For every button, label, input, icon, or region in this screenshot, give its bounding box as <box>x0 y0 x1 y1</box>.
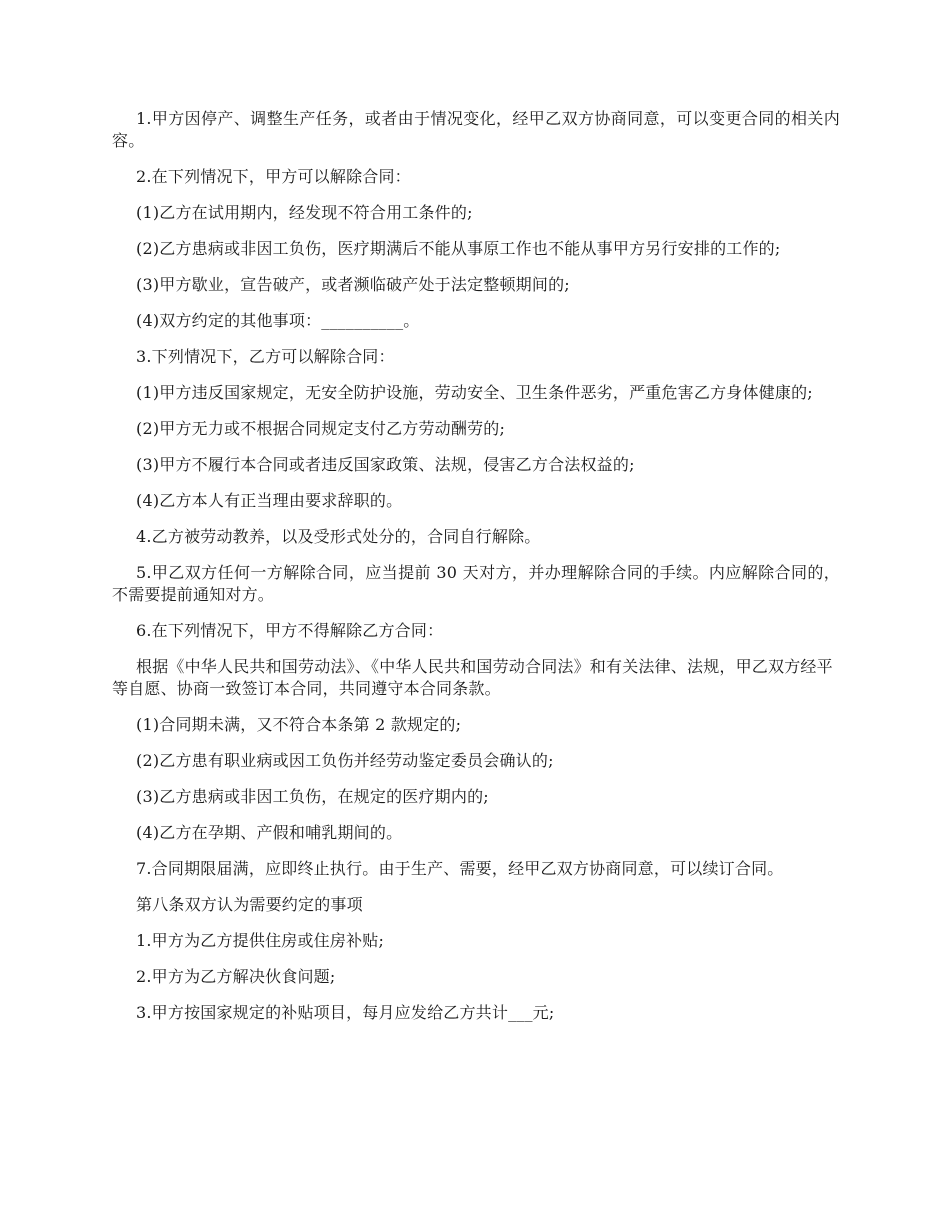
paragraph-12: 4.乙方被劳动教养，以及受形式处分的，合同自行解除。 <box>136 527 541 546</box>
paragraph-13: 5.甲乙双方任何一方解除合同，应当提前 30 天对方，并办理解除合同的手续。内应解除合同的，不需要提前通知对方。 <box>112 563 840 604</box>
paragraph-20: 7.合同期限届满，应即终止执行。由于生产、需要，经甲乙双方协商同意，可以续订合同。 <box>136 859 784 878</box>
paragraph-14: 6.在下列情况下，甲方不得解除乙方合同： <box>136 621 444 640</box>
paragraph-22: 1.甲方为乙方提供住房或住房补贴; <box>136 931 385 950</box>
paragraph-15: 根据《中华人民共和国劳动法》、《中华人民共和国劳动合同法》和有关法律、法规，甲乙双方经平等自愿、协商一致签订本合同，共同遵守本合同条款。 <box>112 657 833 698</box>
paragraph-10: (3)甲方不履行本合同或者违反国家政策、法规，侵害乙方合法权益的; <box>136 455 635 474</box>
document-page <box>112 108 840 1038</box>
paragraph-6: (4)双方约定的其他事项：__________。 <box>136 311 420 330</box>
paragraph-24: 3.甲方按国家规定的补贴项目，每月应发给乙方共计___元; <box>136 1003 555 1022</box>
paragraph-19: (4)乙方在孕期、产假和哺乳期间的。 <box>136 823 403 842</box>
paragraph-5: (3)甲方歇业，宣告破产，或者濒临破产处于法定整顿期间的; <box>136 275 570 294</box>
paragraph-2: 2.在下列情况下，甲方可以解除合同： <box>136 167 411 186</box>
paragraph-8: (1)甲方违反国家规定，无安全防护设施，劳动安全、卫生条件恶劣，严重危害乙方身体健康的; <box>136 383 813 402</box>
paragraph-21: 第八条双方认为需要约定的事项 <box>136 895 363 914</box>
paragraph-11: (4)乙方本人有正当理由要求辞职的。 <box>136 491 403 510</box>
paragraph-4: (2)乙方患病或非因工负伤，医疗期满后不能从事原工作也不能从事甲方另行安排的工作的; <box>136 239 781 258</box>
paragraph-3: (1)乙方在试用期内，经发现不符合用工条件的; <box>136 203 473 222</box>
paragraph-9: (2)甲方无力或不根据合同规定支付乙方劳动酬劳的; <box>136 419 506 438</box>
paragraph-18: (3)乙方患病或非因工负伤，在规定的医疗期内的; <box>136 787 489 806</box>
paragraph-1: 1.甲方因停产、调整生产任务，或者由于情况变化，经甲乙双方协商同意，可以变更合同的相关内容。 <box>112 109 840 150</box>
paragraph-23: 2.甲方为乙方解决伙食问题; <box>136 967 336 986</box>
paragraph-16: (1)合同期未满，又不符合本条第 2 款规定的; <box>136 715 462 734</box>
paragraph-7: 3.下列情况下，乙方可以解除合同： <box>136 347 395 366</box>
paragraph-17: (2)乙方患有职业病或因工负伤并经劳动鉴定委员会确认的; <box>136 751 554 770</box>
